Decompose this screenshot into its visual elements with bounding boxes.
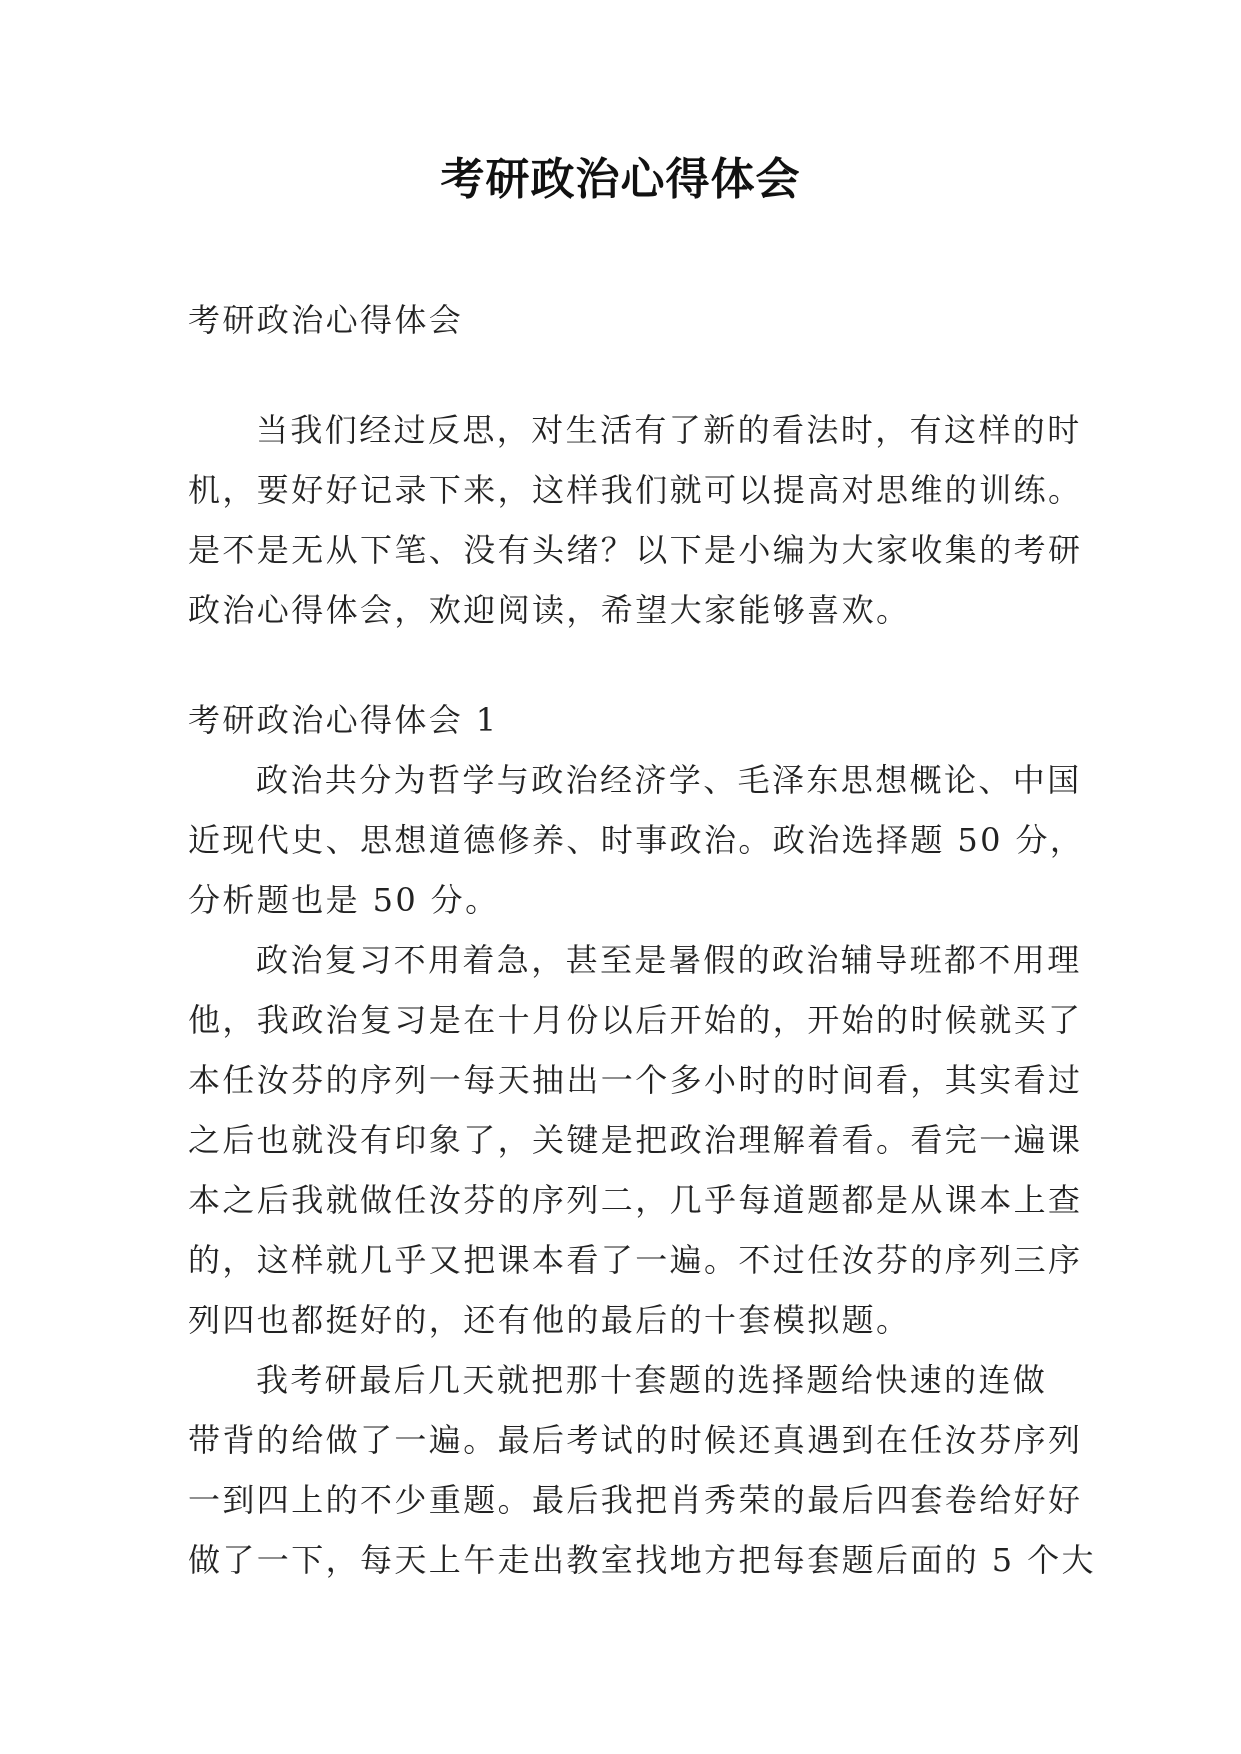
document-subtitle: 考研政治心得体会: [188, 301, 464, 339]
paragraph-line: 近现代史、思想道德修养、时事政治。政治选择题 50 分，: [188, 821, 1085, 859]
document-title: 考研政治心得体会: [440, 154, 801, 205]
paragraph-line: 做了一下，每天上午走出教室找地方把每套题后面的 5 个大: [188, 1541, 1096, 1579]
paragraph-1: [188, 750, 1085, 930]
intro-line: 机，要好好记录下来，这样我们就可以提高对思维的训练。: [188, 471, 1083, 509]
paragraph-line: 政治共分为哲学与政治经济学、毛泽东思想概论、中国: [256, 761, 1082, 799]
paragraph-line: 的，这样就几乎又把课本看了一遍。不过任汝芬的序列三序: [188, 1241, 1083, 1279]
spacer: [188, 640, 1058, 690]
document-body: [188, 290, 1096, 1590]
intro-line: 政治心得体会，欢迎阅读，希望大家能够喜欢。: [188, 591, 911, 629]
paragraph-3: [188, 1350, 1096, 1590]
section-heading: 考研政治心得体会 1: [188, 701, 499, 739]
paragraph-line: 他，我政治复习是在十月份以后开始的，开始的时候就买了: [188, 1001, 1083, 1039]
intro-paragraph: [188, 400, 1083, 640]
intro-line: 当我们经过反思，对生活有了新的看法时，有这样的时: [256, 411, 1082, 449]
paragraph-line: 政治复习不用着急，甚至是暑假的政治辅导班都不用理: [256, 941, 1082, 979]
paragraph-line: 带背的给做了一遍。最后考试的时候还真遇到在任汝芬序列: [188, 1421, 1083, 1459]
paragraph-line: 之后也就没有印象了，关键是把政治理解着看。看完一遍课: [188, 1121, 1083, 1159]
paragraph-line: 分析题也是 50 分。: [188, 881, 500, 919]
paragraph-line: 本之后我就做任汝芬的序列二，几乎每道题都是从课本上查: [188, 1181, 1083, 1219]
paragraph-line: 一到四上的不少重题。最后我把肖秀荣的最后四套卷给好好: [188, 1481, 1083, 1519]
spacer: [188, 350, 1058, 400]
paragraph-line: 我考研最后几天就把那十套题的选择题给快速的连做: [256, 1361, 1048, 1399]
paragraph-line: 本任汝芬的序列一每天抽出一个多小时的时间看，其实看过: [188, 1061, 1083, 1099]
paragraph-line: 列四也都挺好的，还有他的最后的十套模拟题。: [188, 1301, 911, 1339]
intro-line: 是不是无从下笔、没有头绪？以下是小编为大家收集的考研: [188, 531, 1083, 569]
paragraph-2: [188, 930, 1083, 1350]
